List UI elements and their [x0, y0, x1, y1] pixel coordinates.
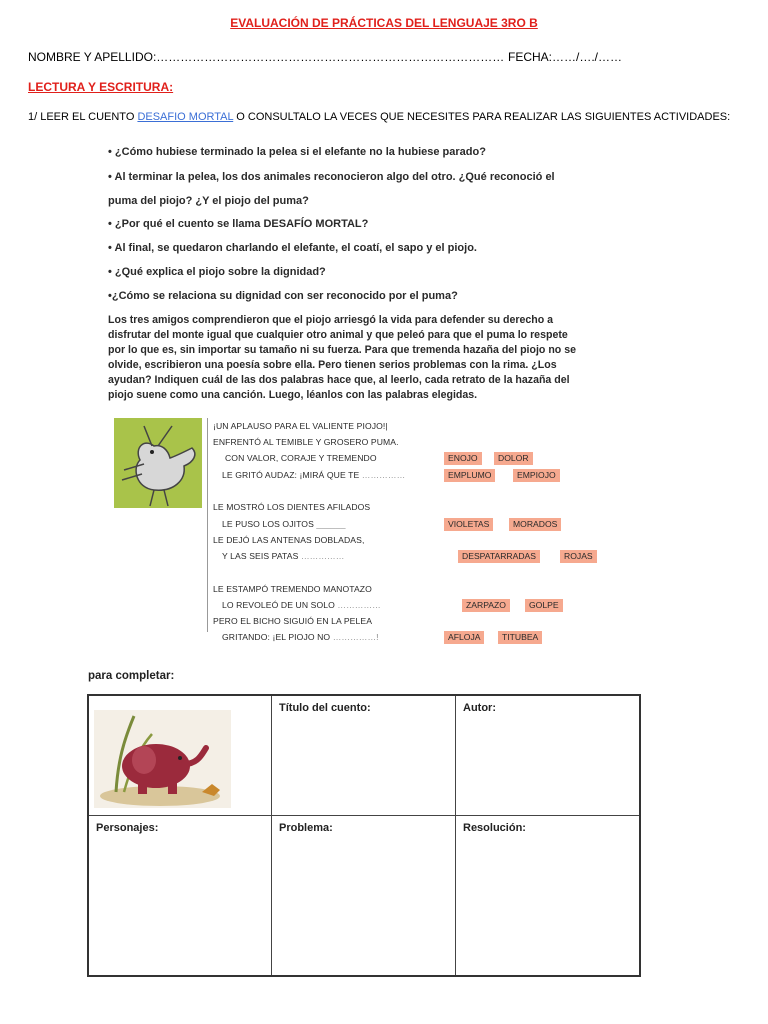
poem-line: CON VALOR, CORAJE Y TREMENDO — [225, 453, 377, 463]
problem-label: Problema: — [279, 822, 333, 834]
paragraph-line: olvide, escribieron una poesía sobre ella. Pero tienen serios problemas con la rima. ¿Los — [108, 359, 557, 371]
rhyme-option[interactable]: DOLOR — [494, 452, 533, 465]
table-intro: para completar: — [88, 670, 175, 682]
table-cell-author[interactable] — [456, 696, 639, 816]
question-2-cont: puma del piojo? ¿Y el piojo del puma? — [108, 195, 309, 207]
question-3: • ¿Por qué el cuento se llama DESAFÍO MORTAL? — [108, 218, 369, 230]
poem-line: ¡UN APLAUSO PARA EL VALIENTE PIOJO!| — [213, 421, 388, 431]
louse-illustration — [114, 418, 202, 508]
instructions-paragraph — [108, 313, 616, 403]
date-field-label: FECHA:……/…./…… — [508, 50, 623, 64]
poem-line: ENFRENTÓ AL TEMIBLE Y GROSERO PUMA. — [213, 437, 399, 447]
paragraph-line: ayudan? Indiquen cuál de las dos palabras hace que, al leerlo, cada retrato de la hazaña del — [108, 374, 570, 386]
paragraph-line: por lo que es, sin importar su tamaño ni su fuerza. Para que tremenda hazaña del piojo no se — [108, 344, 576, 356]
rhyme-option[interactable]: MORADOS — [509, 518, 561, 531]
rhyme-option[interactable]: DESPATARRADAS — [458, 550, 540, 563]
resolution-label: Resolución: — [463, 822, 526, 834]
paragraph-line: disfrutar del monte igual que cualquier otro animal y que peleó para que el puma lo respete — [108, 329, 568, 341]
rhyme-option[interactable]: EMPIOJO — [513, 469, 560, 482]
poem-blank: …………… — [337, 600, 381, 610]
rhyme-option[interactable]: EMPLUMO — [444, 469, 495, 482]
instruction-prefix: 1/ LEER EL CUENTO — [28, 111, 138, 123]
rhyme-option[interactable]: ENOJO — [444, 452, 482, 465]
poem-line: LE PUSO LOS OJITOS ______ — [222, 519, 346, 529]
rhyme-option[interactable]: ROJAS — [560, 550, 597, 563]
paragraph-line: piojo suene como una canción. Luego, léanlos con las palabras elegidas. — [108, 389, 478, 401]
question-1: • ¿Cómo hubiese terminado la pelea si el elefante no la hubiese parado? — [108, 146, 486, 158]
poem-blank: ______ — [316, 519, 346, 529]
paragraph-line: Los tres amigos comprendieron que el piojo arriesgó la vida para defender su derecho a — [108, 314, 554, 326]
poem-blank: …………… — [361, 470, 406, 480]
author-label: Autor: — [463, 702, 496, 714]
question-6: •¿Cómo se relaciona su dignidad con ser reconocido por el puma? — [108, 290, 458, 302]
question-5: • ¿Qué explica el piojo sobre la dignidad? — [108, 266, 326, 278]
table-cell-title[interactable] — [272, 696, 456, 816]
poem-line: LE GRITÓ AUDAZ: ¡MIRÁ QUE TE …………… — [222, 470, 406, 480]
poem-divider — [207, 418, 208, 632]
poem-line: Y LAS SEIS PATAS …………… — [222, 551, 345, 561]
story-title-label: Título del cuento: — [279, 702, 371, 714]
name-field-label: NOMBRE Y APELLIDO:…………………………………………………………………………… — [28, 50, 505, 64]
rhyme-option[interactable]: ZARPAZO — [462, 599, 510, 612]
rhyme-option[interactable]: VIOLETAS — [444, 518, 493, 531]
table-cell-characters[interactable] — [89, 816, 272, 975]
section-heading: LECTURA Y ESCRITURA: — [28, 80, 174, 94]
question-2: • Al terminar la pelea, los dos animales reconocieron algo del otro. ¿Qué reconoció el — [108, 171, 555, 183]
poem-line: GRITANDO: ¡EL PIOJO NO ……………! — [222, 632, 379, 642]
characters-label: Personajes: — [96, 822, 159, 834]
instruction-suffix: O CONSULTALO LA VECES QUE NECESITES PARA REALIZAR LAS SIGUIENTES ACTIVIDADES: — [233, 111, 731, 123]
poem-line: LE DEJÓ LAS ANTENAS DOBLADAS, — [213, 535, 365, 545]
question-4: • Al final, se quedaron charlando el elefante, el coatí, el sapo y el piojo. — [108, 242, 477, 254]
table-cell-resolution[interactable] — [456, 816, 639, 975]
poem-line: PERO EL BICHO SIGUIÓ EN LA PELEA — [213, 616, 373, 626]
poem-blank: ……………! — [332, 632, 379, 642]
poem-line: LE ESTAMPÓ TREMENDO MANOTAZO — [213, 584, 372, 594]
rhyme-option[interactable]: TITUBEA — [498, 631, 542, 644]
poem-line: LO REVOLEÓ DE UN SOLO …………… — [222, 600, 381, 610]
elephant-illustration — [94, 710, 231, 808]
rhyme-option[interactable]: GOLPE — [525, 599, 563, 612]
story-link[interactable]: DESAFIO MORTAL — [137, 111, 234, 123]
document-title: EVALUACIÓN DE PRÁCTICAS DEL LENGUAJE 3RO B — [230, 16, 538, 30]
rhyme-option[interactable]: AFLOJA — [444, 631, 484, 644]
table-cell-problem[interactable] — [272, 816, 456, 975]
story-table — [87, 694, 641, 977]
instruction-line — [28, 111, 730, 123]
poem-blank: …………… — [300, 551, 345, 561]
table-cell-image — [89, 696, 272, 816]
poem-line: LE MOSTRÓ LOS DIENTES AFILADOS — [213, 502, 371, 512]
